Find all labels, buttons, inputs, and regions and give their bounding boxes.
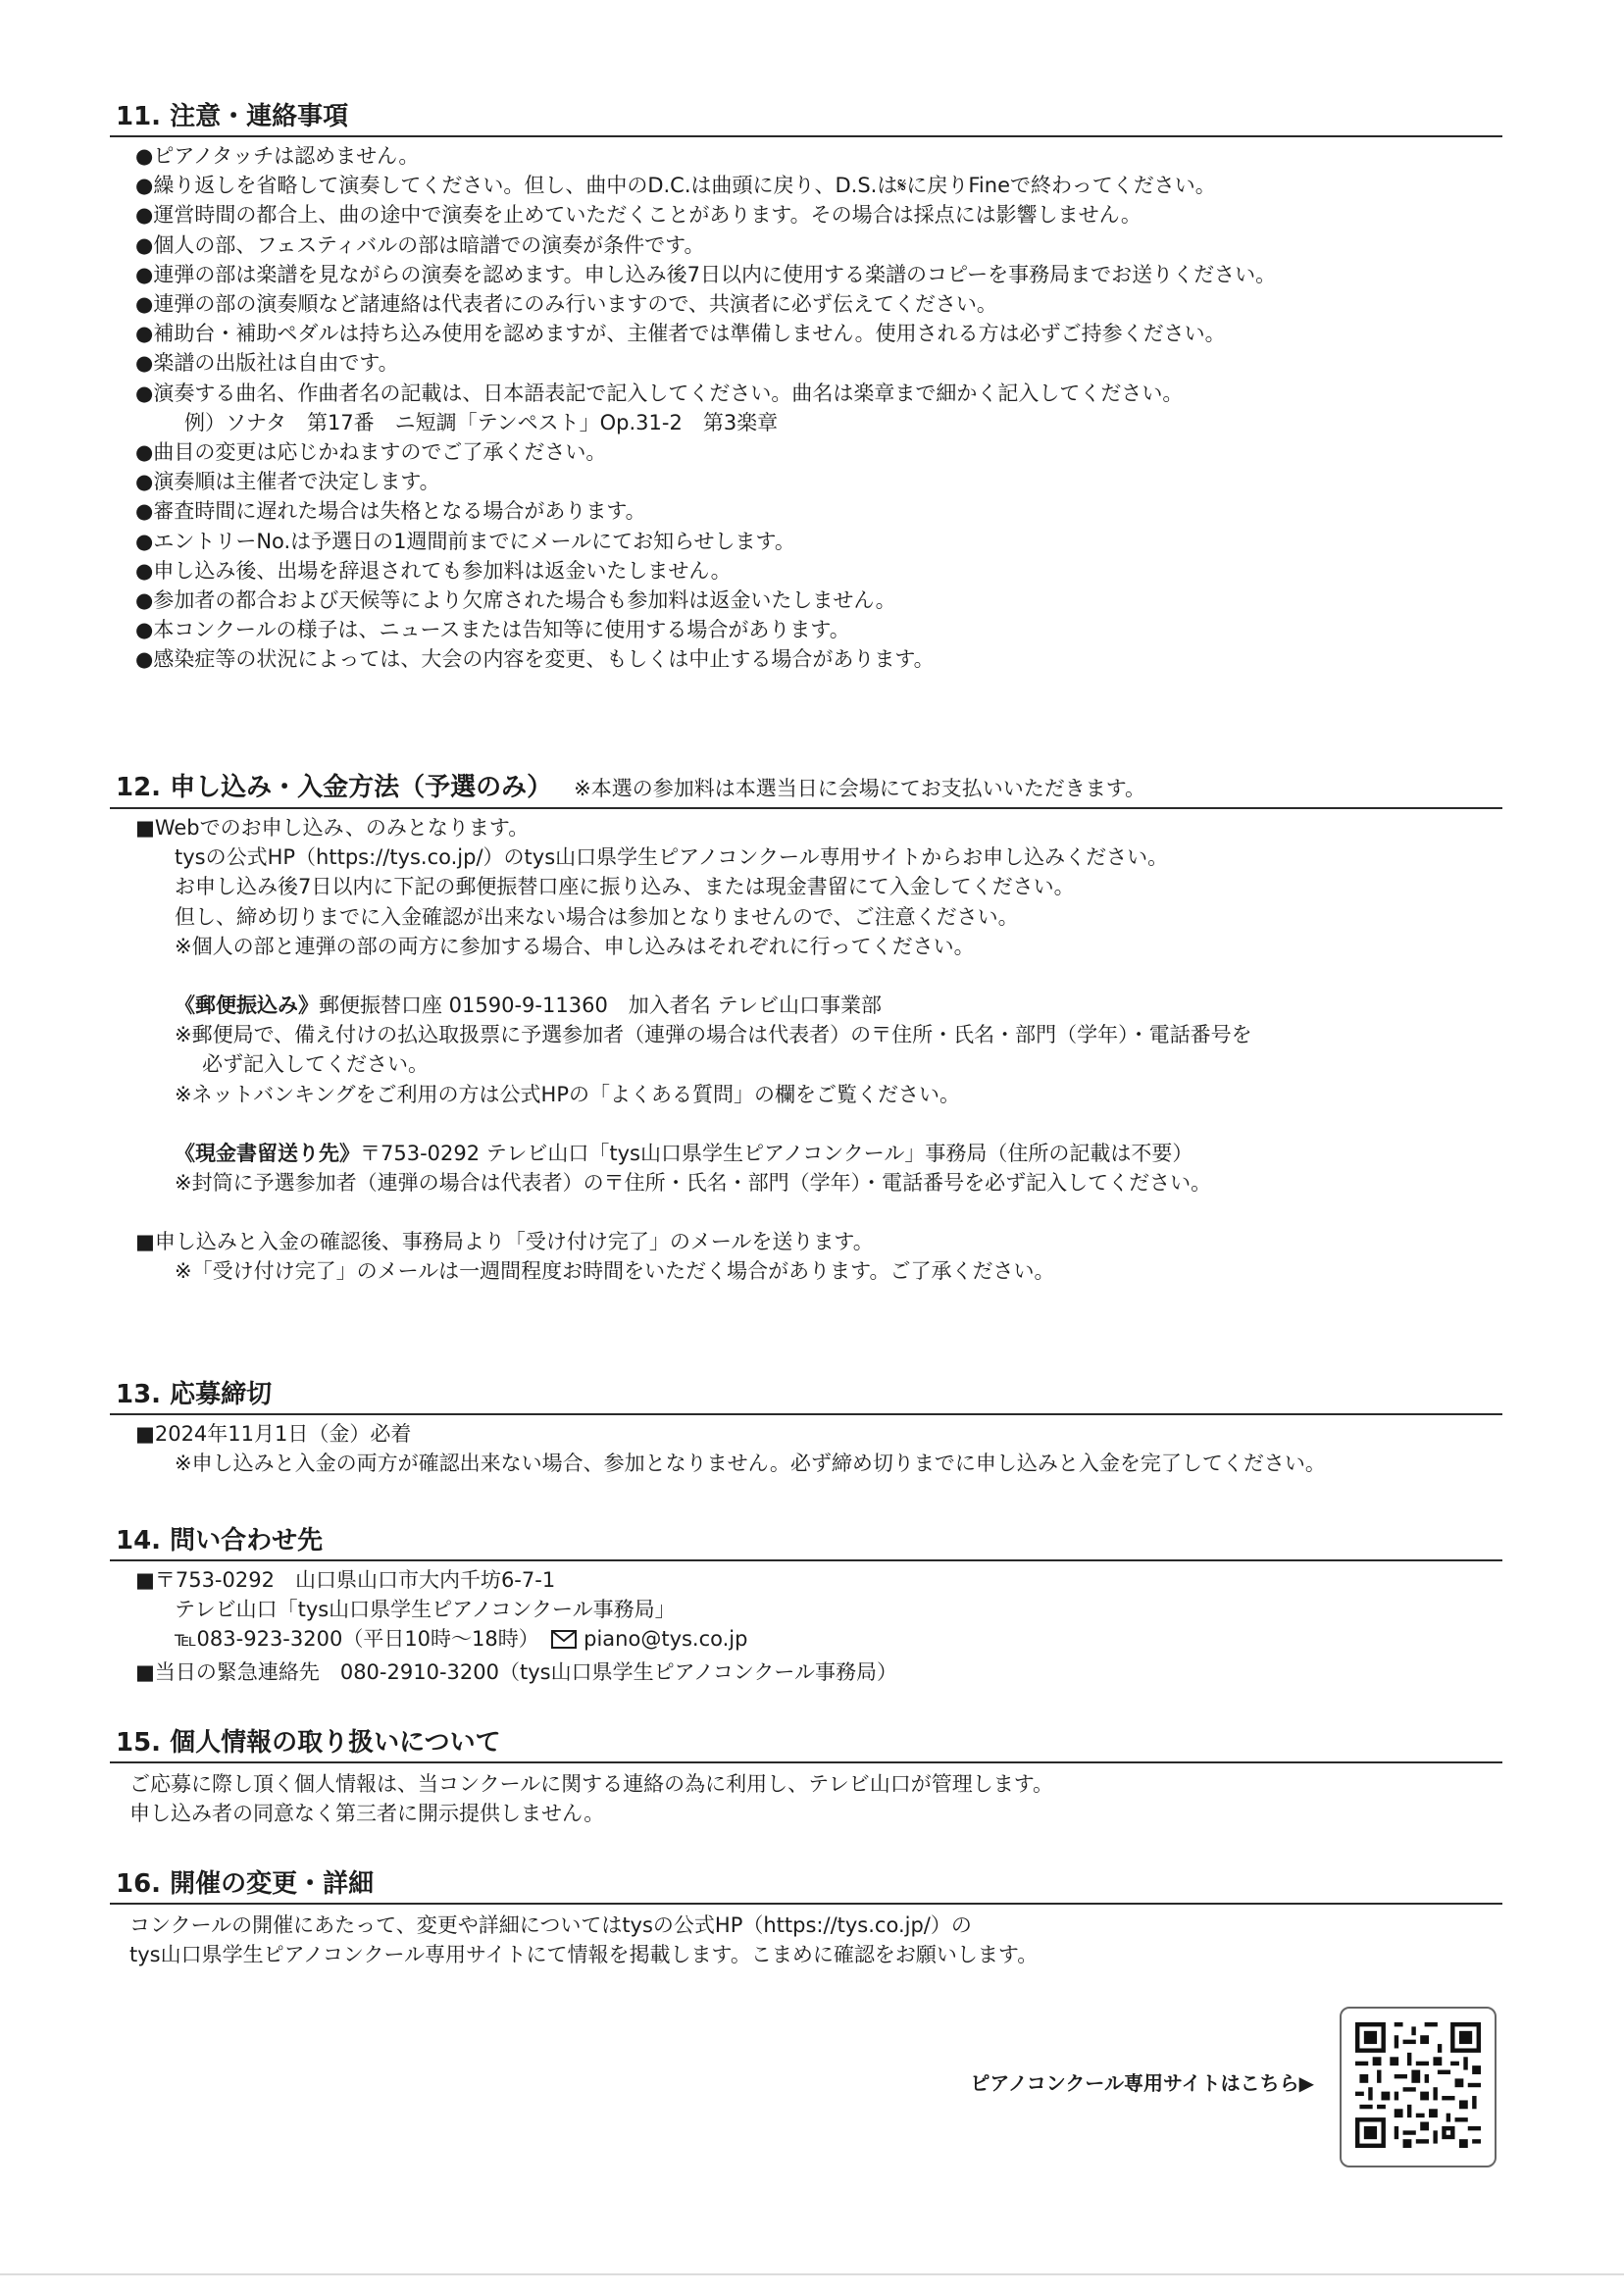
deadline: ■2024年11月1日（金）必着 <box>135 1422 412 1446</box>
contact-tel: ℡083-923-3200（平日10時〜18時） <box>175 1627 539 1652</box>
qr-code-graphic <box>1355 2022 1481 2148</box>
details-line: tys山口県学生ピアノコンクール専用サイトにて情報を掲載します。こまめに確認をお願いします。 <box>129 1943 1039 1967</box>
section-12-title <box>110 771 1502 809</box>
cash-text: 〒753-0292 テレビ山口「tys山口県学生ピアノコンクール」事務局（住所の記載は不要） <box>360 1141 1193 1165</box>
confirm-heading: ■申し込みと入金の確認後、事務局より「受け付け完了」のメールを送ります。 <box>135 1230 874 1254</box>
section-15 <box>110 1726 1502 1828</box>
section-11-list <box>110 137 1502 675</box>
cash-registered <box>135 1139 1502 1168</box>
list-item: ●連弾の部の演奏順など諸連絡は代表者にのみ行いますので、共演者に必ず伝えてください。 <box>135 292 997 317</box>
privacy-line: 申し込み者の同意なく第三者に開示提供しません。 <box>129 1802 605 1826</box>
example-line: 例）ソナタ 第17番 ニ短調「テンペスト」Op.31-2 第3楽章 <box>184 410 779 434</box>
section-16 <box>110 1867 1502 1969</box>
section-15-title: 15. 個人情報の取り扱いについて <box>110 1726 1502 1763</box>
list-item: ●運営時間の都合上、曲の途中で演奏を止めていただくことがあります。その場合は採点には影響しません。 <box>135 203 1142 228</box>
contact-address: ■〒753-0292 山口県山口市大内千坊6-7-1 <box>135 1568 556 1592</box>
mail-icon <box>551 1627 577 1657</box>
section-14-title: 14. 問い合わせ先 <box>110 1524 1502 1561</box>
postal-transfer <box>135 991 1502 1020</box>
list-item: ●曲目の変更は応じかねますのでご了承ください。 <box>135 440 607 465</box>
section-12-body <box>110 809 1502 1287</box>
section-14-body <box>110 1561 1502 1687</box>
section-12-note: ※本選の参加料は本選当日に会場にてお支払いいただきます。 <box>574 777 1146 800</box>
contact-tel-email <box>135 1624 1502 1657</box>
list-item: ●演奏する曲名、作曲者名の記載は、日本語表記で記入してください。曲名は楽章まで細かく記入してください。 <box>135 381 1184 405</box>
list-item: ●補助台・補助ペダルは持ち込み使用を認めますが、主催者では準備しません。使用される方は必ずご持参ください。 <box>135 322 1226 346</box>
list-item: ●演奏順は主催者で決定します。 <box>135 470 440 494</box>
section-13 <box>110 1378 1502 1478</box>
section-11 <box>110 100 1502 675</box>
list-item: ●感染症等の状況によっては、大会の内容を変更、もしくは中止する場合があります。 <box>135 647 935 672</box>
postal-note: ※ネットバンキングをご利用の方は公式HPの「よくある質問」の欄をご覧ください。 <box>175 1082 960 1106</box>
list-item: ●審査時間に遅れた場合は失格となる場合があります。 <box>135 499 646 524</box>
section-16-title: 16. 開催の変更・詳細 <box>110 1867 1502 1905</box>
postal-text: 郵便振替口座 01590-9-11360 加入者名 テレビ山口事業部 <box>319 994 883 1018</box>
list-item: ●繰り返しを省略して演奏してください。但し、曲中のD.C.は曲頭に戻り、D.S.は𝄋に戻りFineで終わってください。 <box>135 174 1216 198</box>
deadline-note: ※申し込みと入金の両方が確認出来ない場合、参加となりません。必ず締め切りまでに申し込みと入金を完了してください。 <box>175 1452 1326 1476</box>
postal-note: 必ず記入してください。 <box>202 1052 429 1077</box>
list-item: ●ピアノタッチは認めません。 <box>135 144 420 168</box>
web-line: お申し込み後7日以内に下記の郵便振替口座に振り込み、または現金書留にて入金してください。 <box>175 875 1075 899</box>
web-heading: ■Webでのお申し込み、のみとなります。 <box>135 816 530 840</box>
section-13-title: 13. 応募締切 <box>110 1378 1502 1415</box>
list-item: ●楽譜の出版社は自由です。 <box>135 351 399 376</box>
section-14 <box>110 1524 1502 1687</box>
contact-office: テレビ山口「tys山口県学生ピアノコンクール事務局」 <box>175 1598 676 1622</box>
postal-label: 《郵便振込み》 <box>175 994 319 1018</box>
section-12 <box>110 771 1502 1287</box>
section-13-body <box>110 1415 1502 1478</box>
emergency-contact: ■当日の緊急連絡先 080-2910-3200（tys山口県学生ピアノコンクール事務局） <box>135 1659 897 1684</box>
section-11-title: 11. 注意・連絡事項 <box>110 100 1502 137</box>
details-line: コンクールの開催にあたって、変更や詳細についてはtysの公式HP（https://tys.co.jp/）の <box>129 1913 972 1937</box>
scan-edge <box>0 2273 1624 2275</box>
web-line: 但し、締め切りまでに入金確認が出来ない場合は参加となりませんので、ご注意ください。 <box>175 904 1019 929</box>
section-16-body <box>110 1905 1502 1969</box>
section-12-title-text: 12. 申し込み・入金方法（予選のみ） <box>116 773 553 802</box>
postal-note: ※郵便局で、備え付けの払込取扱票に予選参加者（連弾の場合は代表者）の〒住所・氏名・部門（学年）・電話番号を <box>175 1023 1252 1047</box>
qr-code-icon[interactable] <box>1340 2007 1497 2167</box>
confirm-note: ※「受け付け完了」のメールは一週間程度お時間をいただく場合があります。ご了承ください。 <box>175 1259 1055 1284</box>
list-item: ●参加者の都合および天候等により欠席された場合も参加料は返金いたしません。 <box>135 588 896 613</box>
web-line: ※個人の部と連弾の部の両方に参加する場合、申し込みはそれぞれに行ってください。 <box>175 934 975 958</box>
contact-email[interactable]: piano@tys.co.jp <box>584 1627 748 1652</box>
list-item: ●エントリーNo.は予選日の1週間前までにメールにてお知らせします。 <box>135 529 795 553</box>
list-item: ●本コンクールの様子は、ニュースまたは告知等に使用する場合があります。 <box>135 618 850 642</box>
web-line: tysの公式HP（https://tys.co.jp/）のtys山口県学生ピアノコンクール専用サイトからお申し込みください。 <box>175 845 1169 870</box>
section-15-body <box>110 1763 1502 1828</box>
list-item: ●申し込み後、出場を辞退されても参加料は返金いたしません。 <box>135 558 732 583</box>
cash-note: ※封筒に予選参加者（連弾の場合は代表者）の〒住所・氏名・部門（学年）・電話番号を必ず記入してください。 <box>175 1171 1212 1196</box>
privacy-line: ご応募に際し頂く個人情報は、当コンクールに関する連絡の為に利用し、テレビ山口が管理します。 <box>129 1772 1054 1796</box>
cash-label: 《現金書留送り先》 <box>175 1141 360 1165</box>
list-item: ●連弾の部は楽譜を見ながらの演奏を認めます。申し込み後7日以内に使用する楽譜のコピーを事務局までお送りください。 <box>135 262 1277 286</box>
qr-caption: ピアノコンクール専用サイトはこちら▶ <box>970 2071 1314 2095</box>
list-item: ●個人の部、フェスティバルの部は暗譜での演奏が条件です。 <box>135 232 705 257</box>
